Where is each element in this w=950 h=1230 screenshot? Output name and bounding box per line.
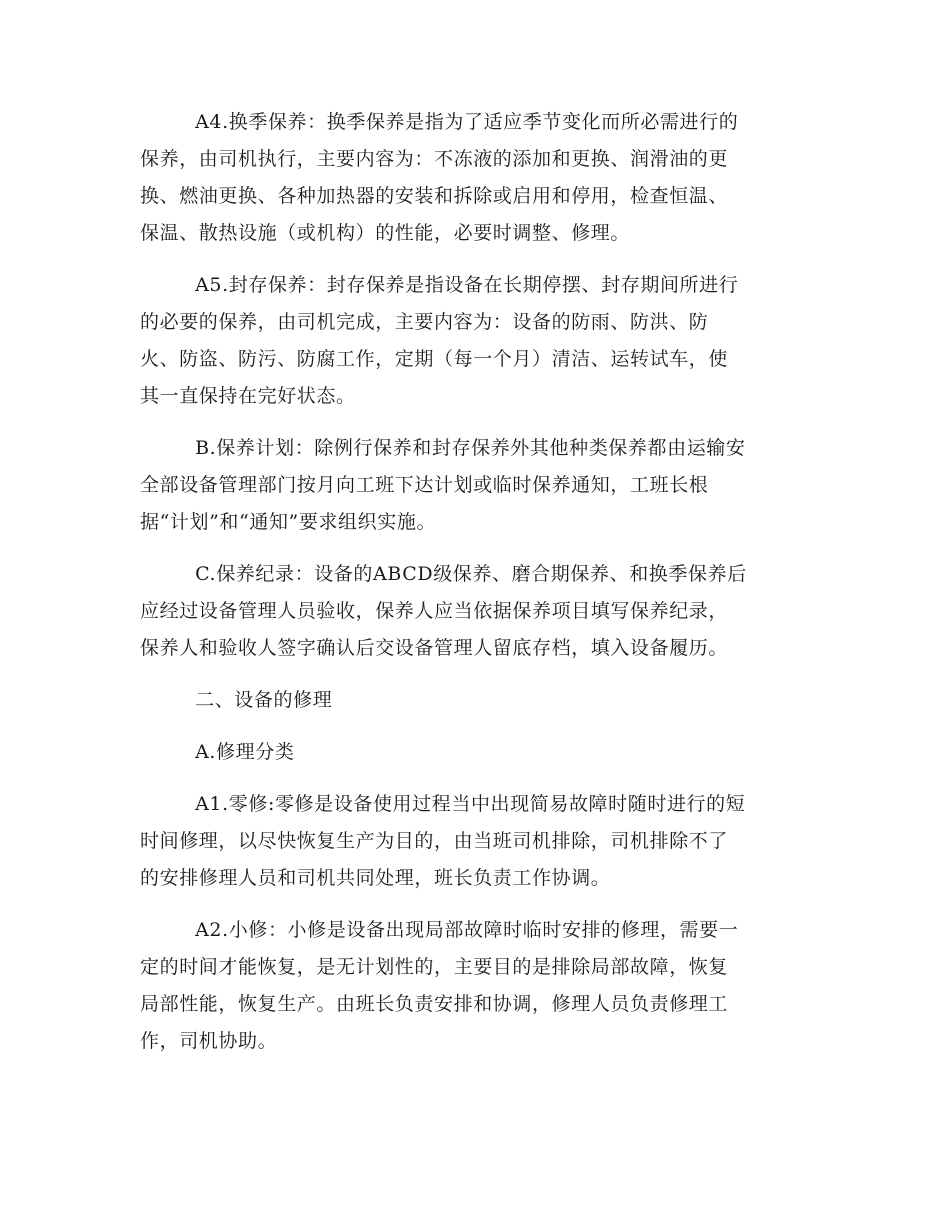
paragraph-a1-minor-repair bbox=[140, 786, 810, 897]
subsection-heading-text: A.修理分类 bbox=[195, 741, 295, 763]
section-heading-equipment-repair bbox=[140, 682, 810, 719]
paragraph-line: 保养，由司机执行，主要内容为：不冻液的添加和更换、润滑油的更 bbox=[140, 148, 729, 170]
paragraph-line: 保温、散热设施（或机构）的性能，必要时调整、修理。 bbox=[140, 222, 631, 244]
paragraph-c-maintenance-record bbox=[140, 556, 810, 667]
paragraph-line: 保养人和验收人签字确认后交设备管理人留底存档，填入设备履历。 bbox=[140, 637, 729, 659]
paragraph-a4-seasonal-maintenance bbox=[140, 104, 810, 252]
paragraph-b-maintenance-plan bbox=[140, 430, 810, 541]
paragraph-line: 时间修理，以尽快恢复生产为目的，由当班司机排除，司机排除不了 bbox=[140, 830, 729, 852]
paragraph-line: 其一直保持在完好状态。 bbox=[140, 385, 356, 407]
paragraph-a5-storage-maintenance bbox=[140, 267, 810, 415]
paragraph-line: 局部性能，恢复生产。由班长负责安排和协调，修理人员负责修理工 bbox=[140, 993, 729, 1015]
section-heading-text: 二、设备的修理 bbox=[195, 689, 333, 711]
paragraph-line: 全部设备管理部门按月向工班下达计划或临时保养通知，工班长根 bbox=[140, 474, 709, 496]
subsection-heading-repair-classification bbox=[140, 734, 810, 771]
paragraph-line: 的安排修理人员和司机共同处理，班长负责工作协调。 bbox=[140, 867, 611, 889]
paragraph-line: A4.换季保养：换季保养是指为了适应季节变化而所必需进行的 bbox=[195, 111, 739, 133]
paragraph-line: 据“计划”和“通知”要求组织实施。 bbox=[140, 511, 437, 533]
paragraph-line: 定的时间才能恢复，是无计划性的，主要目的是排除局部故障，恢复 bbox=[140, 956, 729, 978]
paragraph-line: A5.封存保养：封存保养是指设备在长期停摆、封存期间所进行 bbox=[195, 274, 739, 296]
paragraph-line: 的必要的保养，由司机完成，主要内容为：设备的防雨、防洪、防 bbox=[140, 311, 709, 333]
paragraph-line: 应经过设备管理人员验收，保养人应当依据保养项目填写保养纪录， bbox=[140, 600, 729, 622]
paragraph-line: A1.零修:零修是设备使用过程当中出现简易故障时随时进行的短 bbox=[195, 793, 746, 815]
paragraph-line: A2.小修：小修是设备出现局部故障时临时安排的修理，需要一 bbox=[195, 919, 739, 941]
paragraph-line: 换、燃油更换、各种加热器的安装和拆除或启用和停用，检查恒温、 bbox=[140, 185, 729, 207]
paragraph-line: 作，司机协助。 bbox=[140, 1030, 278, 1052]
paragraph-line: C.保养纪录：设备的ABCD级保养、磨合期保养、和换季保养后 bbox=[195, 563, 747, 585]
paragraph-a2-small-repair bbox=[140, 912, 810, 1060]
document-body bbox=[140, 104, 810, 1075]
paragraph-line: 火、防盗、防污、防腐工作，定期（每一个月）清洁、运转试车，使 bbox=[140, 348, 729, 370]
paragraph-line: B.保养计划：除例行保养和封存保养外其他种类保养都由运输安 bbox=[195, 437, 746, 459]
